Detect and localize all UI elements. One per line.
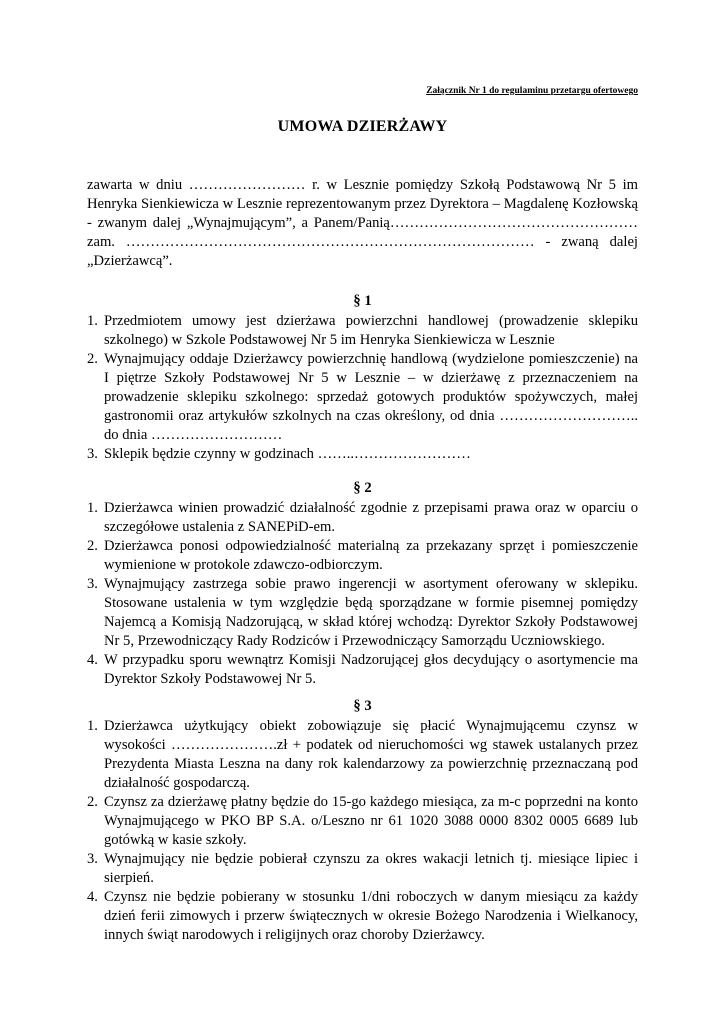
document-title: UMOWA DZIERŻAWY: [277, 118, 448, 135]
item-text: Dzierżawca ponosi odpowiedzialność materialną za przekazany sprzęt i pomieszczenie wymienione w protokole zdawczo-odbiorczym.: [104, 538, 638, 573]
list-item: [87, 312, 638, 350]
section-heading: § 1: [353, 293, 372, 309]
attachment-note: Załącznik Nr 1 do regulaminu przetargu ofertowego: [426, 86, 638, 96]
item-text: Czynsz nie będzie pobierany w stosunku 1/dni roboczych w danym miesiącu za każdy dzień ferii zimowych i przerw świątecznych w okresie Bożego Narodzenia i Wielkanocy, innych świąt narodowych i religijnych oraz choroby Dzierżawcy.: [104, 889, 638, 943]
section-2: [87, 479, 638, 689]
list-item: [87, 537, 638, 575]
item-text: Czynsz za dzierżawę płatny będzie do 15-go każdego miesiąca, za m-c poprzedni na konto Wynajmującego w PKO BP S.A. o/Leszno nr 61 1020 3088 0000 8302 0005 6689 lub gotówką w kasie szkoły.: [104, 794, 638, 848]
list-item: [87, 717, 638, 793]
item-number: 4.: [87, 652, 98, 668]
section-list: [87, 499, 638, 689]
item-text: Wynajmujący oddaje Dzierżawcy powierzchnię handlową (wydzielone pomieszczenie) na I piętrze Szkoły Podstawowej Nr 5 w Lesznie – w dzierżawę z przeznaczeniem na prowadzenie sklepiku szkolnego: sprzedaż gotowych produktów spożywczych, małej gastronomii oraz artykułów szkolnych na czas określony, od dnia ……………………….. do dnia ………………………: [104, 351, 638, 443]
item-text: Sklepik będzie czynny w godzinach ……..……………………: [104, 446, 471, 462]
item-text: Dzierżawca użytkujący obiekt zobowiązuje się płacić Wynajmującemu czynsz w wysokości ………………….zł + podatek od nieruchomości wg stawek ustalanych przez Prezydenta Miasta Leszna na dany rok kalendarzowy za powierzchnię przeznaczaną pod działalność gospodarczą.: [104, 718, 638, 791]
item-number: 1.: [87, 313, 98, 329]
list-item: [87, 575, 638, 651]
list-item: [87, 445, 638, 464]
item-text: Wynajmujący zastrzega sobie prawo ingerencji w asortyment oferowany w sklepiku. Stosowane ustalenia w tym względzie będą sporządzane w formie pisemnej pomiędzy Najemcą a Komisją Nadzorującą, w skład której wchodzą: Dyrektor Szkoły Podstawowej Nr 5, Przewodniczący Rady Rodziców i Przewodniczący Samorządu Uczniowskiego.: [104, 576, 638, 649]
item-number: 2.: [87, 794, 98, 810]
item-text: Przedmiotem umowy jest dzierżawa powierzchni handlowej (prowadzenie sklepiku szkolnego) w Szkole Podstawowej Nr 5 im Henryka Sienkiewicza w Lesznie: [104, 313, 638, 348]
list-item: [87, 793, 638, 850]
intro-paragraph: zawarta w dniu …………………… r. w Lesznie pomiędzy Szkołą Podstawową Nr 5 im Henryka Sienkiewicza w Lesznie reprezentowanym przez Dyrektora – Magdalenę Kozłowską - zwanym dalej „Wynajmującym”, a Panem/Panią…………………………………………… zam. ………………………………………………………………………… - zwaną dalej „Dzierżawcą”.: [87, 177, 638, 269]
item-number: 2.: [87, 538, 98, 554]
section-heading: § 3: [353, 698, 372, 714]
section-list: [87, 717, 638, 945]
list-item: [87, 499, 638, 537]
list-item: [87, 651, 638, 689]
section-heading: § 2: [353, 480, 372, 496]
list-item: [87, 888, 638, 945]
item-text: W przypadku sporu wewnątrz Komisji Nadzorującej głos decydujący o asortymencie ma Dyrektor Szkoły Podstawowej Nr 5.: [104, 652, 638, 687]
section-list: [87, 312, 638, 464]
item-number: 3.: [87, 576, 98, 592]
item-number: 3.: [87, 446, 98, 462]
item-number: 1.: [87, 718, 98, 734]
list-item: [87, 850, 638, 888]
item-number: 4.: [87, 889, 98, 905]
item-number: 2.: [87, 351, 98, 367]
item-number: 3.: [87, 851, 98, 867]
item-text: Wynajmujący nie będzie pobierał czynszu za okres wakacji letnich tj. miesiące lipiec i sierpień.: [104, 851, 638, 886]
item-number: 1.: [87, 500, 98, 516]
list-item: [87, 350, 638, 445]
section-3: [87, 697, 638, 945]
item-text: Dzierżawca winien prowadzić działalność zgodnie z przepisami prawa oraz w oparciu o szczegółowe ustalenia z SANEPiD-em.: [104, 500, 638, 535]
section-1: [87, 292, 638, 464]
